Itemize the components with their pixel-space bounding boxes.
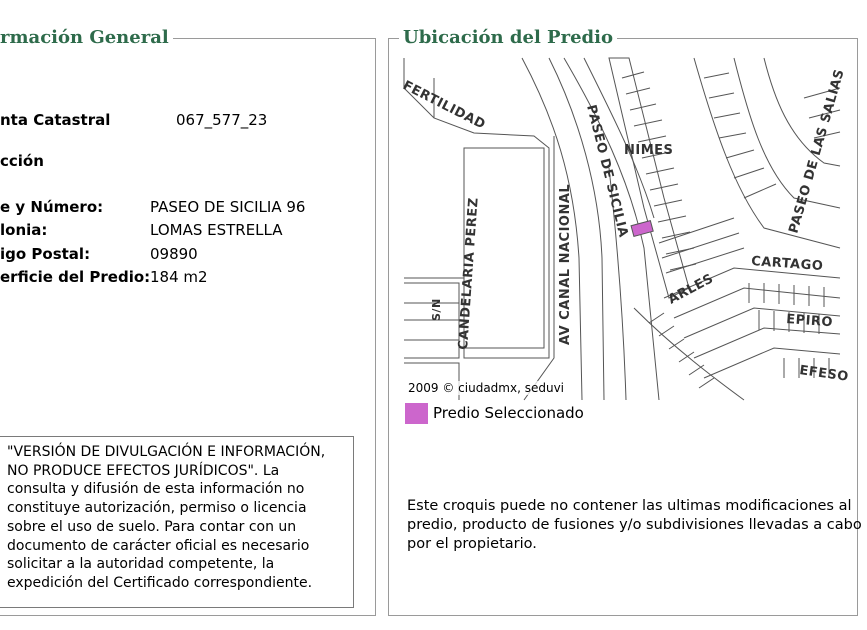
disclaimer-line: solicitar a la autoridad competente, la xyxy=(7,556,275,573)
codigo-postal-label: igo Postal: xyxy=(0,245,91,263)
info-general-legend: rmación General xyxy=(0,27,173,48)
map-note-line: predio, producto de fusiones y/o subdivisiones llevadas a cabo xyxy=(407,517,862,533)
codigo-postal-value: 09890 xyxy=(150,245,198,263)
disclaimer-line: sobre el uso de suelo. Para contar con un xyxy=(7,518,297,535)
ubicacion-legend: Ubicación del Predio xyxy=(399,27,617,48)
street-label-candelaria: CANDELARIA PEREZ xyxy=(456,196,482,351)
disclaimer-box xyxy=(0,436,354,608)
map-drawing xyxy=(400,58,850,400)
superficie-value: 184 m2 xyxy=(150,268,208,286)
street-label-sn: S/N xyxy=(430,298,443,321)
colonia-value: LOMAS ESTRELLA xyxy=(150,221,283,239)
calle-value: PASEO DE SICILIA 96 xyxy=(150,198,306,216)
map-note-line: Este croquis puede no contener las ultimas modificaciones al xyxy=(407,498,852,514)
disclaimer-line: expedición del Certificado correspondiente. xyxy=(7,574,313,591)
disclaimer-line: consulta y difusión de esta información no xyxy=(7,481,305,498)
street-label-efeso: EFESO xyxy=(798,363,850,385)
map-note-line: por el propietario. xyxy=(407,536,537,552)
street-label-arles: ARLES xyxy=(665,271,717,308)
street-label-nimes: NIMES xyxy=(624,143,674,158)
calle-label: e y Número: xyxy=(0,198,104,216)
superficie-label: erficie del Predio: xyxy=(0,268,151,286)
selected-lot xyxy=(631,221,653,237)
cuenta-catastral-value: 067_577_23 xyxy=(176,111,268,129)
selected-lot-legend: Predio Seleccionado xyxy=(433,404,584,422)
direccion-heading: cción xyxy=(0,152,44,170)
map-note xyxy=(407,497,867,554)
location-map[interactable] xyxy=(400,58,850,400)
cuenta-catastral-label: nta Catastral xyxy=(0,111,111,129)
selected-lot-swatch xyxy=(405,403,428,424)
street-label-epiro: EPIRO xyxy=(785,312,834,331)
street-label-paseo-salinas: PASEO DE LAS SALIAS xyxy=(786,67,848,236)
map-copyright: 2009 © ciudadmx, seduvi xyxy=(408,381,565,395)
disclaimer-line: NO PRODUCE EFECTOS JURÍDICOS". La xyxy=(7,462,280,479)
colonia-label: lonia: xyxy=(0,221,48,239)
street-label-fertilidad: FERTILIDAD xyxy=(400,78,488,133)
street-label-canal-nacional: AV CANAL NACIONAL xyxy=(558,183,573,345)
disclaimer-line: documento de carácter oficial es necesario xyxy=(7,537,310,554)
disclaimer-line: constituye autorización, permiso o licencia xyxy=(7,500,307,517)
street-label-cartago: CARTAGO xyxy=(750,254,824,275)
disclaimer-line: "VERSIÓN DE DIVULGACIÓN E INFORMACIÓN, xyxy=(7,444,326,460)
street-label-paseo-sicilia: PASEO DE SICILIA xyxy=(583,103,631,240)
